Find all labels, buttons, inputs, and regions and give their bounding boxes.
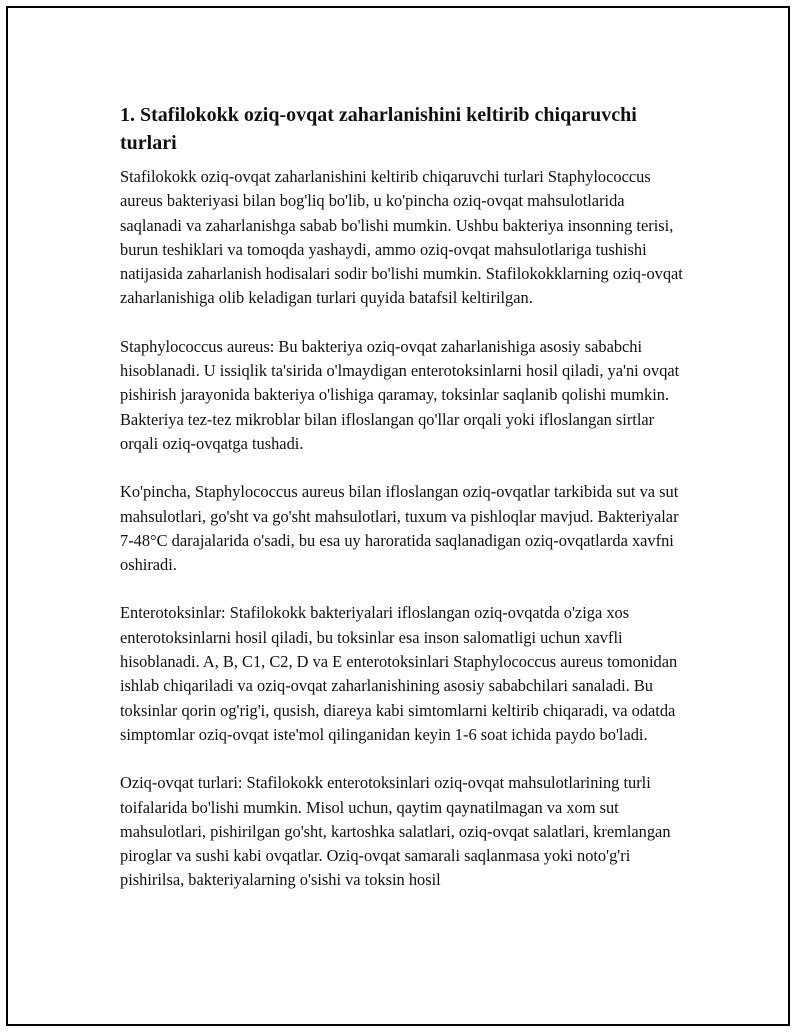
page-frame: [6, 6, 790, 1026]
document-body: [120, 101, 690, 917]
paragraph-2: Staphylococcus aureus: Bu bakteriya oziq-ovqat zaharlanishiga asosiy sababchi hisoblanadi. U issiqlik ta'sirida o'lmaydigan enterotoksinlarni hosil qiladi, ya'ni ovqat pishirish jarayonida bakteriya o'lishiga qaramay, toksinlar saqlanib qolishi mumkin. Bakteriya tez-tez mikroblar bilan ifloslangan qo'llar orqali yoki ifloslangan sirtlar orqali oziq-ovqatga tushadi.: [120, 336, 680, 453]
paragraph-4: Enterotoksinlar: Stafilokokk bakteriyalari ifloslangan oziq-ovqatda o'ziga xos enterotoksinlarni hosil qiladi, bu toksinlar esa inson salomatligi uchun xavfli hisoblanadi. A, B, C1, C2, D va E enterotoksinlari Staphylococcus aureus tomonidan ishlab chiqariladi va oziq-ovqat zaharlanishining asosiy sababchilari sanaladi. Bu toksinlar qorin og'rig'i, qusish, diareya kabi simtomlarni keltirib chiqaradi, va odatda simptomlar oziq-ovqat iste'mol qilinganidan keyin 1-6 soat ichida paydo bo'ladi.: [120, 603, 678, 744]
paragraph-5: Oziq-ovqat turlari: Stafilokokk enterotoksinlari oziq-ovqat mahsulotlarining turli toifalarida bo'lishi mumkin. Misol uchun, qaytim qaynatilmagan va xom sut mahsulotlari, pishirilgan go'sht, kartoshka salatlari, oziq-ovqat salatlari, kremlangan piroglar va sushi kabi ovqatlar. Oziq-ovqat samarali saqlanmasa yoki noto'g'ri pishirilsa, bakteriyalarning o'sishi va toksin hosil: [120, 773, 671, 890]
document-title: 1. Stafilokokk oziq-ovqat zaharlanishini keltirib chiqaruvchi turlari: [120, 104, 637, 154]
paragraph-1: Stafilokokk oziq-ovqat zaharlanishini keltirib chiqaruvchi turlari Staphylococcus aureus bakteriyasi bilan bog'liq bo'lib, u ko'pincha oziq-ovqat mahsulotlarida saqlanadi va zaharlanishga sabab bo'lishi mumkin. Ushbu bakteriya insonning terisi, burun teshiklari va tomoqda yashaydi, ammo oziq-ovqat mahsulotlariga tushishi natijasida zaharlanish hodisalari sodir bo'lishi mumkin. Stafilokokklarning oziq-ovqat zaharlanishiga olib keladigan turlari quyida batafsil keltirilgan.: [120, 167, 683, 308]
paragraph-3: Ko'pincha, Staphylococcus aureus bilan ifloslangan oziq-ovqatlar tarkibida sut va sut mahsulotlari, go'sht va go'sht mahsulotlari, tuxum va pishloqlar mavjud. Bakteriyalar 7-48°C darajalarida o'sadi, bu esa uy haroratida saqlanadigan oziq-ovqatlarda xavfni oshiradi.: [120, 482, 679, 575]
